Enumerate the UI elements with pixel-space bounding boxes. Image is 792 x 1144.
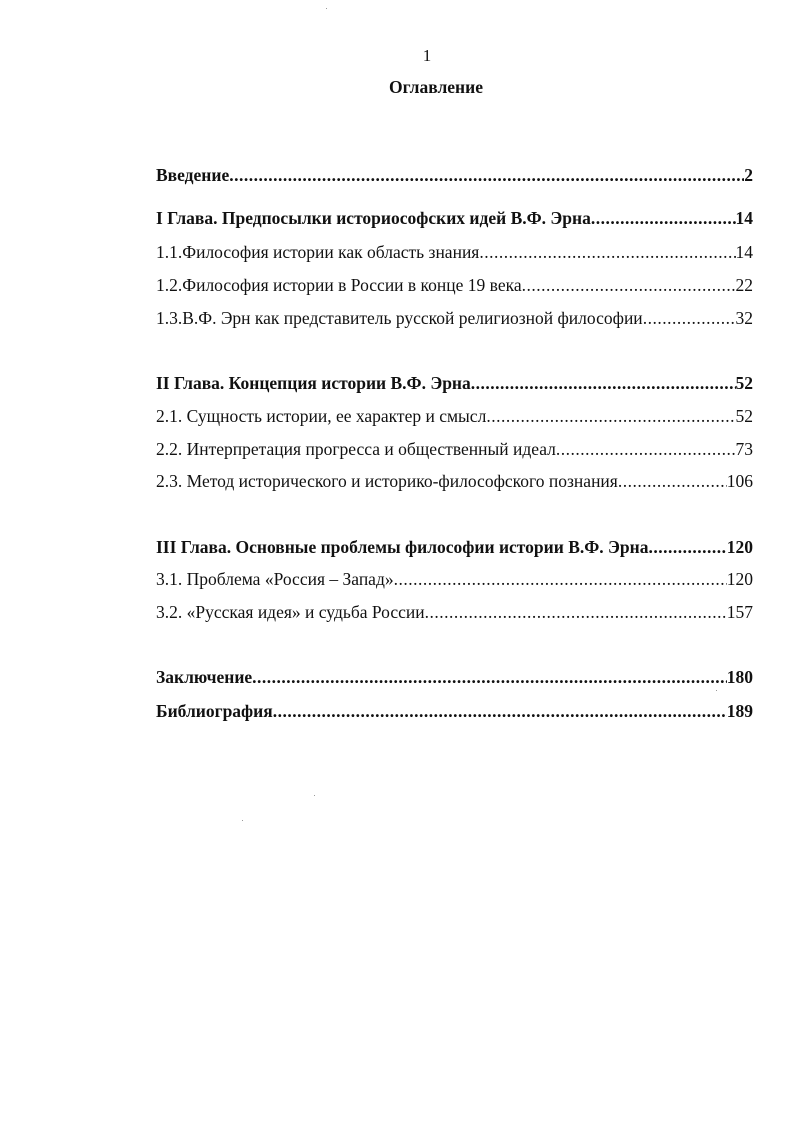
scan-speck bbox=[314, 795, 315, 796]
toc-entry-section-2-3 bbox=[156, 469, 753, 493]
toc-entry-page: 14 bbox=[735, 208, 753, 228]
dot-leader bbox=[648, 535, 726, 559]
toc-entry-label: 2.3. Метод исторического и историко-философского познания bbox=[156, 471, 618, 491]
toc-entry-section-1-1 bbox=[156, 240, 753, 264]
toc-entry-section-2-2 bbox=[156, 437, 753, 461]
dot-leader bbox=[425, 600, 727, 624]
toc-entry-section-3-2 bbox=[156, 600, 753, 624]
toc-entry-label: Введение bbox=[156, 165, 230, 185]
dot-leader bbox=[591, 206, 736, 230]
toc-entry-page: 120 bbox=[726, 569, 753, 589]
toc-entry-label: 2.2. Интерпретация прогресса и общественный идеал bbox=[156, 439, 556, 459]
page-number: 1 bbox=[422, 46, 432, 65]
toc-entry-label: 1.2.Философия истории в России в конце 19 века bbox=[156, 275, 522, 295]
toc-entry-label: 1.3.В.Ф. Эрн как представитель русской религиозной философии bbox=[156, 308, 643, 328]
dot-leader bbox=[522, 273, 736, 297]
toc-entry-section-1-2 bbox=[156, 273, 753, 297]
toc-entry-page: 32 bbox=[735, 308, 753, 328]
toc-entry-page: 73 bbox=[735, 439, 753, 459]
toc-entry-page: 180 bbox=[726, 667, 753, 687]
toc-entry-label: 3.1. Проблема «Россия – Запад» bbox=[156, 569, 394, 589]
toc-entry-page: 189 bbox=[726, 701, 753, 721]
dot-leader bbox=[229, 163, 744, 187]
toc-entry-label: II Глава. Концепция истории В.Ф. Эрна bbox=[156, 373, 471, 393]
toc-title: Оглавление bbox=[389, 77, 483, 97]
dot-leader bbox=[479, 240, 735, 264]
dot-leader bbox=[273, 699, 727, 723]
dot-leader bbox=[394, 567, 727, 591]
scan-speck bbox=[242, 820, 243, 821]
dot-leader bbox=[486, 404, 735, 428]
toc-entry-label: Заключение bbox=[156, 667, 253, 687]
toc-entry-chapter-3 bbox=[156, 535, 753, 559]
toc-entry-page: 22 bbox=[735, 275, 753, 295]
toc-entry-label: III Глава. Основные проблемы философии истории В.Ф. Эрна bbox=[156, 537, 649, 557]
toc-entry-conclusion bbox=[156, 665, 753, 689]
toc-entry-label: I Глава. Предпосылки историософских идей В.Ф. Эрна bbox=[156, 208, 591, 228]
toc-entry-introduction bbox=[156, 163, 753, 187]
toc-entry-label: 3.2. «Русская идея» и судьба России bbox=[156, 602, 425, 622]
toc-entry-page: 157 bbox=[726, 602, 753, 622]
dot-leader bbox=[618, 469, 727, 493]
dot-leader bbox=[643, 306, 736, 330]
dot-leader bbox=[471, 371, 736, 395]
toc-entry-chapter-1 bbox=[156, 206, 753, 230]
toc-entry-page: 120 bbox=[726, 537, 753, 557]
toc-entry-label: 2.1. Сущность истории, ее характер и смысл bbox=[156, 406, 487, 426]
dot-leader bbox=[556, 437, 736, 461]
toc-entry-page: 2 bbox=[744, 165, 753, 185]
toc-entry-page: 52 bbox=[735, 373, 753, 393]
toc-entry-label: 1.1.Философия истории как область знания bbox=[156, 242, 480, 262]
toc-entry-page: 106 bbox=[726, 471, 753, 491]
dot-leader bbox=[252, 665, 727, 689]
toc-entry-label: Библиография bbox=[156, 701, 273, 721]
toc-entry-section-2-1 bbox=[156, 404, 753, 428]
toc-entry-section-3-1 bbox=[156, 567, 753, 591]
scan-speck bbox=[716, 690, 717, 691]
toc-entry-chapter-2 bbox=[156, 371, 753, 395]
scan-speck bbox=[326, 8, 327, 9]
toc-entry-bibliography bbox=[156, 699, 753, 723]
toc-entry-page: 14 bbox=[735, 242, 753, 262]
toc-entry-section-1-3 bbox=[156, 306, 753, 330]
toc-entry-page: 52 bbox=[735, 406, 753, 426]
